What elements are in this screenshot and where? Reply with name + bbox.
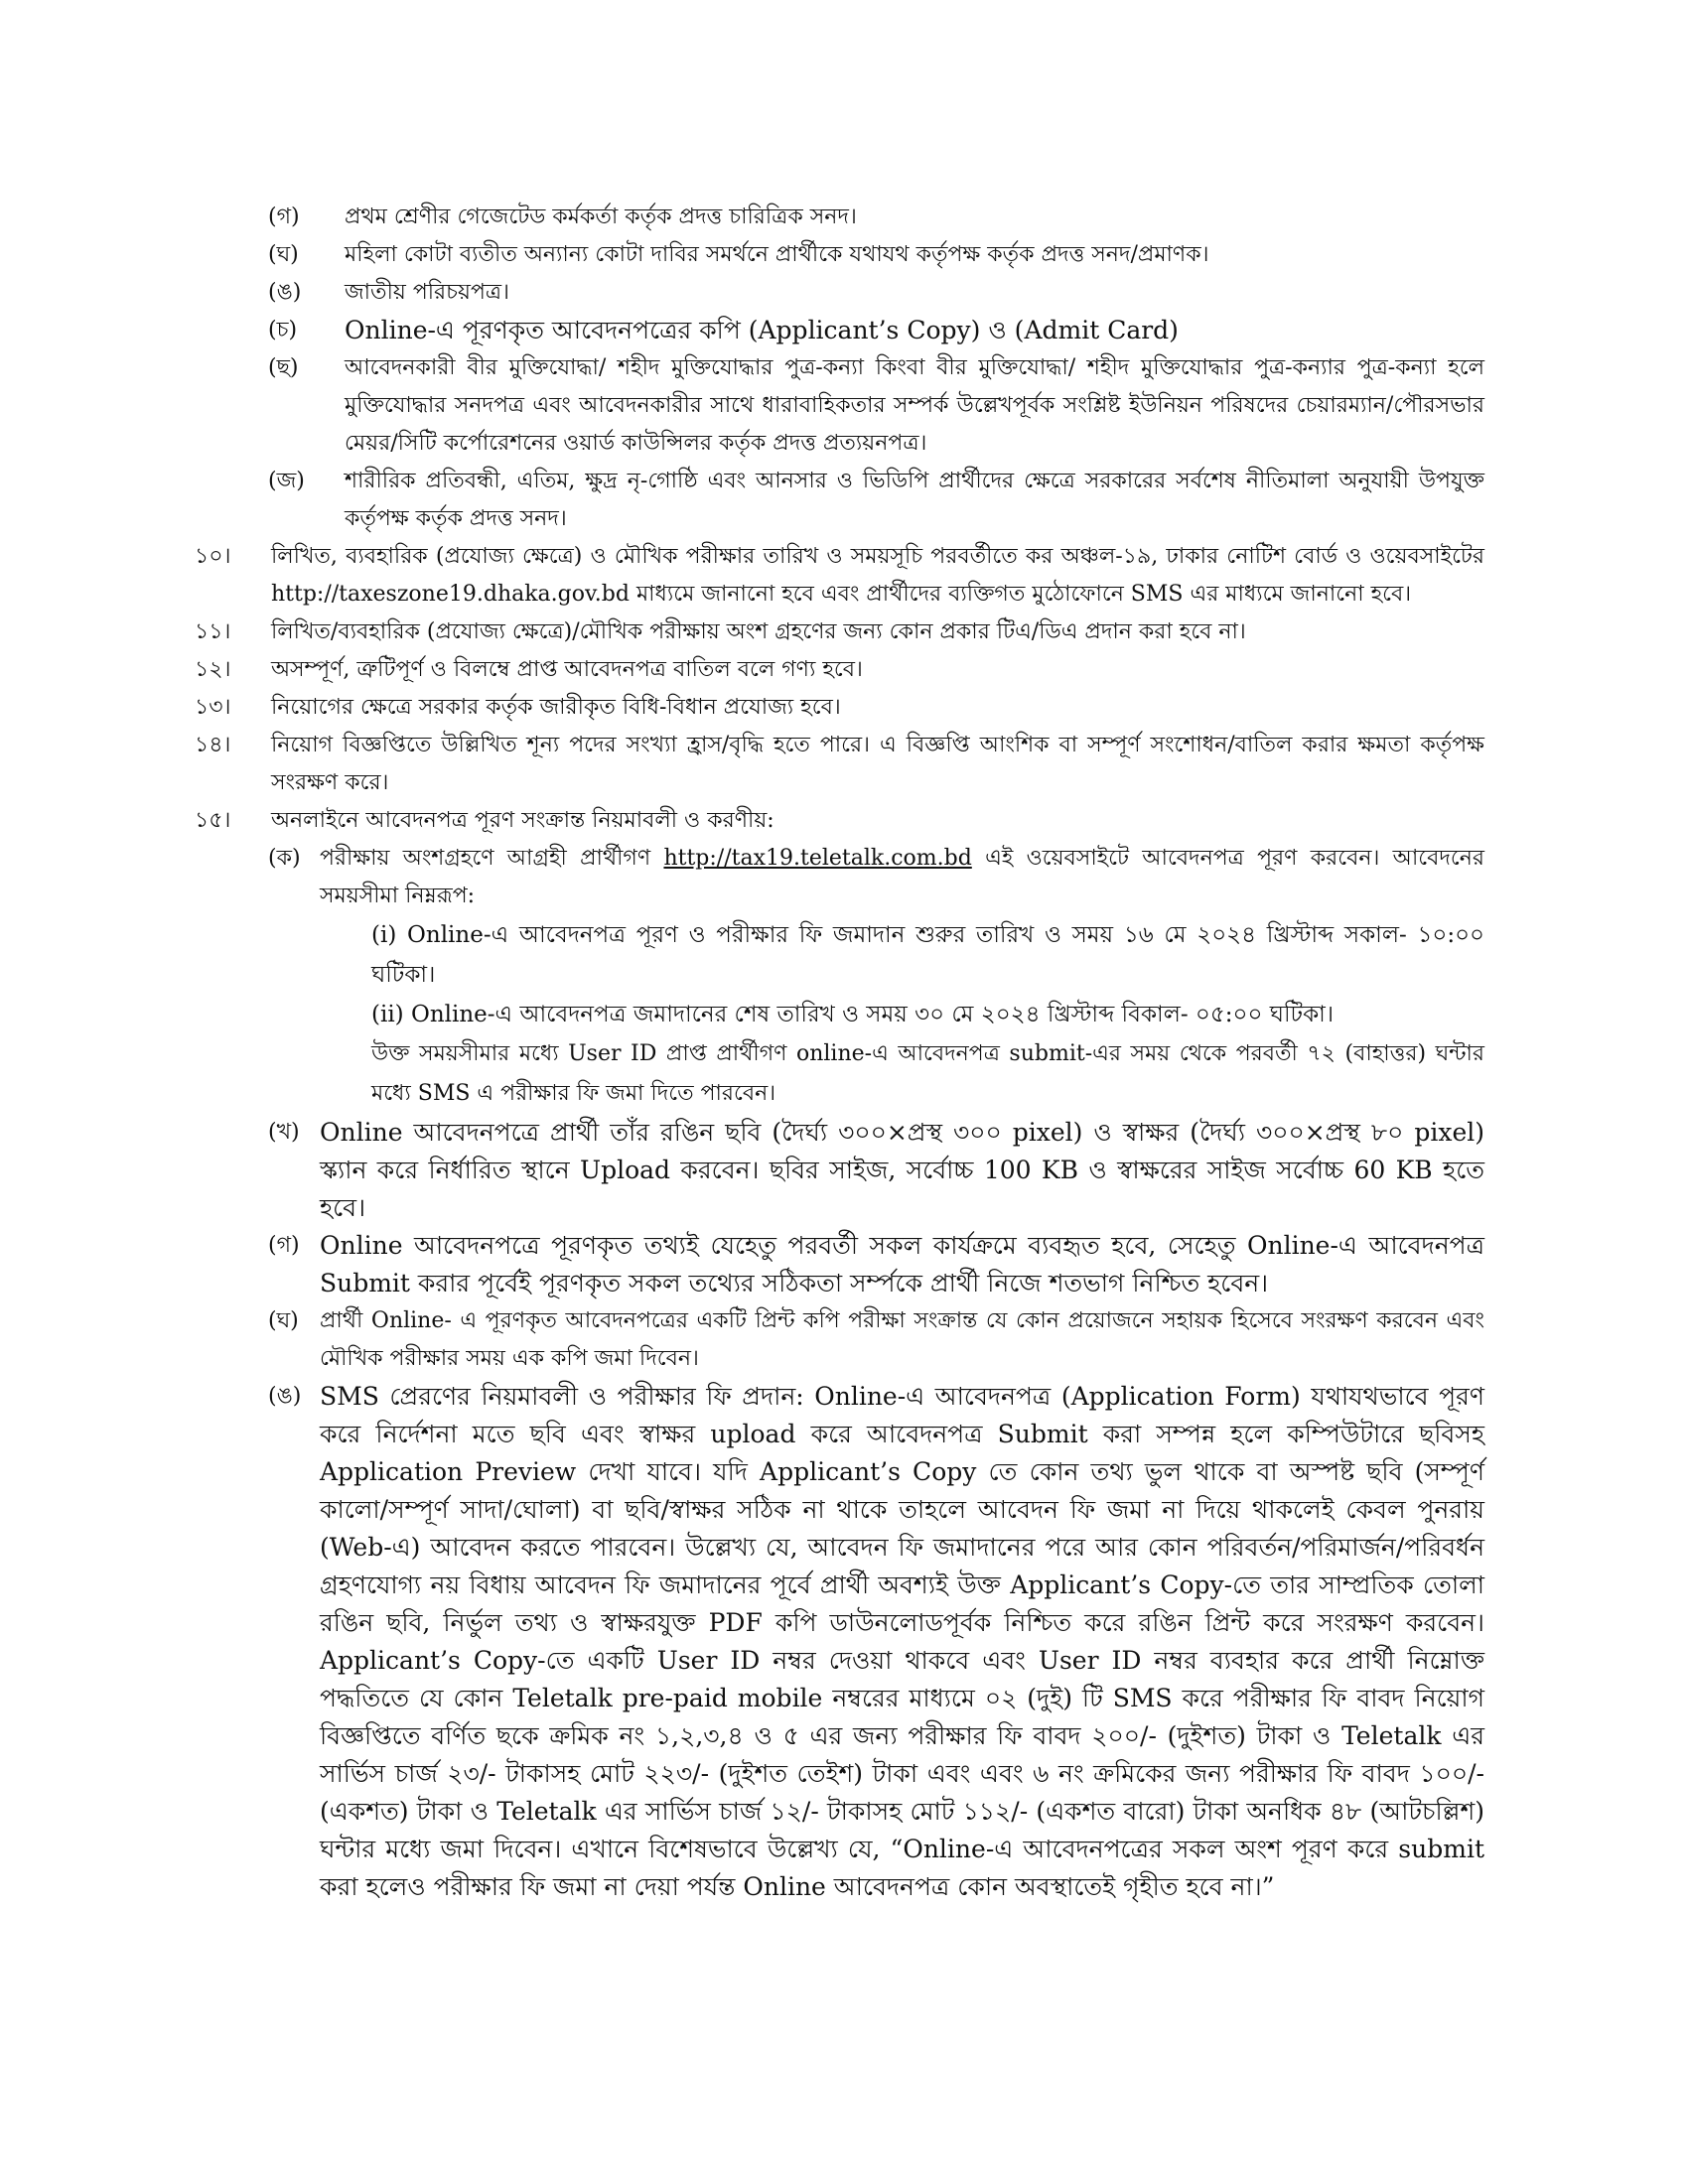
- rule-label: (খ): [268, 1120, 300, 1145]
- clause-text: নিয়োগের ক্ষেত্রে সরকার কর্তৃক জারীকৃত বিধি-বিধান প্রযোজ্য হবে।: [271, 695, 841, 720]
- clause-12: [195, 651, 1484, 689]
- rule-text: Online আবেদনপত্রে পূরণকৃত তথ্যই যেহেতু পরবর্তী সকল কার্যক্রমে ব্যবহৃত হবে, সেহেতু Online-এ আবেদনপত্র Submit করার পূর্বেই পূরণকৃত সকল তথ্যের সঠিকতা সর্ম্পকে প্রার্থী নিজে শতভাগ নিশ্চিত হবেন।: [320, 1231, 1484, 1297]
- item-label: (চ): [268, 318, 298, 342]
- rule-label: (ঘ): [268, 1308, 299, 1333]
- clause-number: ১৩।: [195, 695, 231, 720]
- rule-label: (গ): [268, 1233, 300, 1258]
- item-text: মহিলা কোটা ব্যতীত অন্যান্য কোটা দাবির সমর্থনে প্রার্থীকে যথাযথ কর্তৃপক্ষ কর্তৃক প্রদত্ত সনদ/প্রমাণক।: [345, 242, 1209, 267]
- item-label: (গ): [268, 205, 300, 229]
- clause-text: লিখিত/ব্যবহারিক (প্রযোজ্য ক্ষেত্রে)/মৌখিক পরীক্ষায় অংশ গ্রহণের জন্য কোন প্রকার টিএ/ডিএ প্রদান করা হবে না।: [271, 619, 1246, 644]
- clause-text: অনলাইনে আবেদনপত্র পূরণ সংক্রান্ত নিয়মাবলী ও করণীয়:: [271, 808, 774, 833]
- list-item: [268, 236, 1484, 274]
- clause-10: [195, 538, 1484, 614]
- item-label: (ঘ): [268, 242, 299, 267]
- clause-11: [195, 614, 1484, 651]
- clause-15: [195, 802, 1484, 840]
- clause-number: ১৪।: [195, 733, 231, 757]
- end-period: (ii) Online-এ আবেদনপত্র জমাদানের শেষ তারিখ ও সময় ৩০ মে ২০২৪ খ্রিস্টাব্দ বিকাল- ০৫:০০ ঘটিকা।: [371, 1002, 1335, 1027]
- start-period: (i) Online-এ আবেদনপত্র পূরণ ও পরীক্ষার ফি জমাদান শুরুর তারিখ ও সময় ১৬ মে ২০২৪ খ্রিস্টাব্দ সকাল- ১০:০০ ঘটিকা।: [371, 922, 1484, 988]
- application-website-link[interactable]: http://tax19.teletalk.com.bd: [663, 846, 972, 871]
- rule-text: প্রার্থী Online- এ পূরণকৃত আবেদনপত্রের একটি প্রিন্ট কপি পরীক্ষা সংক্রান্ত যে কোন প্রয়োজনে সহায়ক হিসেবে সংরক্ষণ করবেন এবং মৌখিক পরীক্ষার সময় এক কপি জমা দিবেন।: [320, 1308, 1484, 1371]
- rule-label: (ঙ): [268, 1384, 302, 1409]
- item-text: প্রথম শ্রেণীর গেজেটেড কর্মকর্তা কর্তৃক প্রদত্ত চারিত্রিক সনদ।: [345, 205, 857, 229]
- rule-ga: [268, 1227, 1484, 1302]
- rule-text-after-link: এই ওয়েবসাইটে আবেদনপত্র পূরণ করবেন। আবেদনের সময়সীমা নিম্নরূপ:: [320, 846, 1484, 908]
- clause-number: ১১।: [195, 619, 231, 644]
- rule-label: (ক): [268, 846, 301, 871]
- rule-text: Online আবেদনপত্রে প্রার্থী তাঁর রঙিন ছবি (দৈর্ঘ্য ৩০০×প্রস্থ ৩০০ pixel) ও স্বাক্ষর (দৈর্ঘ্য ৩০০×প্রস্থ ৮০ pixel) স্ক্যান করে নির্ধারিত স্থানে Upload করবেন। ছবির সাইজ, সর্বোচ্চ 100 KB ও স্বাক্ষরের সাইজ সর্বোচ্চ 60 KB হতে হবে।: [320, 1118, 1484, 1222]
- clause-14: [195, 727, 1484, 802]
- numbered-clauses: [0, 538, 1688, 840]
- item-text: Online-এ পূরণকৃত আবেদনপত্রের কপি (Applicant’s Copy) ও (Admit Card): [345, 316, 1179, 344]
- rule-uma: [268, 1378, 1484, 1906]
- rule-ka: [268, 840, 1484, 1114]
- clause-number: ১০।: [195, 544, 231, 569]
- list-item: [268, 312, 1484, 349]
- list-item: [268, 199, 1484, 236]
- item-text: আবেদনকারী বীর মুক্তিযোদ্ধা/ শহীদ মুক্তিযোদ্ধার পুত্র-কন্যা কিংবা বীর মুক্তিযোদ্ধা/ শহীদ মুক্তিযোদ্ধার পুত্র-কন্যার পুত্র-কন্যা হলে মুক্তিযোদ্ধার সনদপত্র এবং আবেদনকারীর সাথে ধারাবাহিকতার সম্পর্ক উল্লেখপূর্বক সংশ্লিষ্ট ইউনিয়ন পরিষদের চেয়ারম্যান/পৌরসভার মেয়র/সিটি কর্পোরেশনের ওয়ার্ড কাউন্সিলর কর্তৃক প্রদত্ত প্রত্যয়নপত্র।: [345, 355, 1484, 456]
- item-text: শারীরিক প্রতিবন্ধী, এতিম, ক্ষুদ্র নৃ-গোষ্ঠি এবং আনসার ও ভিডিপি প্রার্থীদের ক্ষেত্রে সরকারের সর্বশেষ নীতিমালা অনুযায়ী উপযুক্ত কর্তৃপক্ষ কর্তৃক প্রদত্ত সনদ।: [345, 469, 1484, 531]
- required-documents-list: [0, 199, 1688, 538]
- clause-number: ১৫।: [195, 808, 231, 833]
- clause-number: ১২।: [195, 657, 231, 682]
- item-label: (ঙ): [268, 280, 302, 305]
- item-label: (জ): [268, 469, 305, 493]
- rule-gha: [268, 1302, 1484, 1378]
- fee-deadline-note: উক্ত সময়সীমার মধ্যে User ID প্রাপ্ত প্রার্থীগণ online-এ আবেদনপত্র submit-এর সময় থেকে পরবর্তী ৭২ (বাহাত্তর) ঘন্টার মধ্যে SMS এ পরীক্ষার ফি জমা দিতে পারবেন।: [371, 1041, 1484, 1106]
- application-periods: [371, 915, 1484, 1114]
- list-item: [268, 349, 1484, 463]
- clause-text: অসম্পূর্ণ, ত্রুটিপূর্ণ ও বিলম্বে প্রাপ্ত আবেদনপত্র বাতিল বলে গণ্য হবে।: [271, 657, 863, 682]
- clause-text: লিখিত, ব্যবহারিক (প্রযোজ্য ক্ষেত্রে) ও মৌখিক পরীক্ষার তারিখ ও সময়সূচি পরবর্তীতে কর অঞ্চল-১৯, ঢাকার নোটিশ বোর্ড ও ওয়েবসাইটের http://taxeszone19.dhaka.gov.bd মাধ্যমে জানানো হবে এবং প্রার্থীদের ব্যক্তিগত মুঠোফোনে SMS এর মাধ্যমে জানানো হবে।: [271, 544, 1484, 607]
- rule-text: SMS প্রেরণের নিয়মাবলী ও পরীক্ষার ফি প্রদান: Online-এ আবেদনপত্র (Application Form) যথাযথভাবে পূরণ করে নির্দেশনা মতে ছবি এবং স্বাক্ষর upload করে আবেদনপত্র Submit করা সম্পন্ন হলে কম্পিউটারে ছবিসহ Application Preview দেখা যাবে। যদি Applicant’s Copy তে কোন তথ্য ভুল থাকে বা অস্পষ্ট ছবি (সম্পূর্ণ কালো/সম্পূর্ণ সাদা/ঘোলা) বা ছবি/স্বাক্ষর সঠিক না থাকে তাহলে আবেদন ফি জমা না দিয়ে থাকলেই কেবল পুনরায় (Web-এ) আবেদন করতে পারবেন। উল্লেখ্য যে, আবেদন ফি জমাদানের পরে আর কোন পরিবর্তন/পরিমার্জন/পরিবর্ধন গ্রহণযোগ্য নয় বিধায় আবেদন ফি জমাদানের পূর্বে প্রার্থী অবশ্যই উক্ত Applicant’s Copy-তে তার সাম্প্রতিক তোলা রঙিন ছবি, নির্ভুল তথ্য ও স্বাক্ষরযুক্ত PDF কপি ডাউনলোডপূর্বক নিশ্চিত করে রঙিন প্রিন্ট করে সংরক্ষণ করবেন। Applicant’s Copy-তে একটি User ID নম্বর দেওয়া থাকবে এবং User ID নম্বর ব্যবহার করে প্রার্থী নিম্নোক্ত পদ্ধতিতে যে কোন Teletalk pre-paid mobile নম্বরের মাধ্যমে ০২ (দুই) টি SMS করে পরীক্ষার ফি বাবদ নিয়োগ বিজ্ঞপ্তিতে বর্ণিত ছকে ক্রমিক নং ১,২,৩,৪ ও ৫ এর জন্য পরীক্ষার ফি বাবদ ২০০/- (দুইশত) টাকা ও Teletalk এর সার্ভিস চার্জ ২৩/- টাকাসহ মোট ২২৩/- (দুইশত তেইশ) টাকা এবং এবং ৬ নং ক্রমিকের জন্য পরীক্ষার ফি বাবদ ১০০/- (একশত) টাকা ও Teletalk এর সার্ভিস চার্জ ১২/- টাকাসহ মোট ১১২/- (একশত বারো) টাকা অনধিক ৪৮ (আটচল্লিশ) ঘন্টার মধ্যে জমা দিবেন। এখানে বিশেষভাবে উল্লেখ্য যে, “Online-এ আবেদনপত্রের সকল অংশ পূরণ করে submit করা হলেও পরীক্ষার ফি জমা না দেয়া পর্যন্ত Online আবেদনপত্র কোন অবস্থাতেই গৃহীত হবে না।”: [320, 1382, 1484, 1901]
- clause-13: [195, 689, 1484, 727]
- clause-text: নিয়োগ বিজ্ঞপ্তিতে উল্লিখিত শূন্য পদের সংখ্যা হ্রাস/বৃদ্ধি হতে পারে। এ বিজ্ঞপ্তি আংশিক বা সম্পূর্ণ সংশোধন/বাতিল করার ক্ষমতা কর্তৃপক্ষ সংরক্ষণ করে।: [271, 733, 1484, 795]
- online-application-rules: [268, 840, 1484, 1906]
- list-item: [268, 463, 1484, 538]
- item-text: জাতীয় পরিচয়পত্র।: [345, 280, 509, 305]
- rule-kha: [268, 1114, 1484, 1227]
- list-item: [268, 274, 1484, 312]
- rule-text-before-link: পরীক্ষায় অংশগ্রহণে আগ্রহী প্রার্থীগণ: [320, 846, 664, 871]
- item-label: (ছ): [268, 355, 299, 380]
- rule-text: [320, 840, 1484, 1114]
